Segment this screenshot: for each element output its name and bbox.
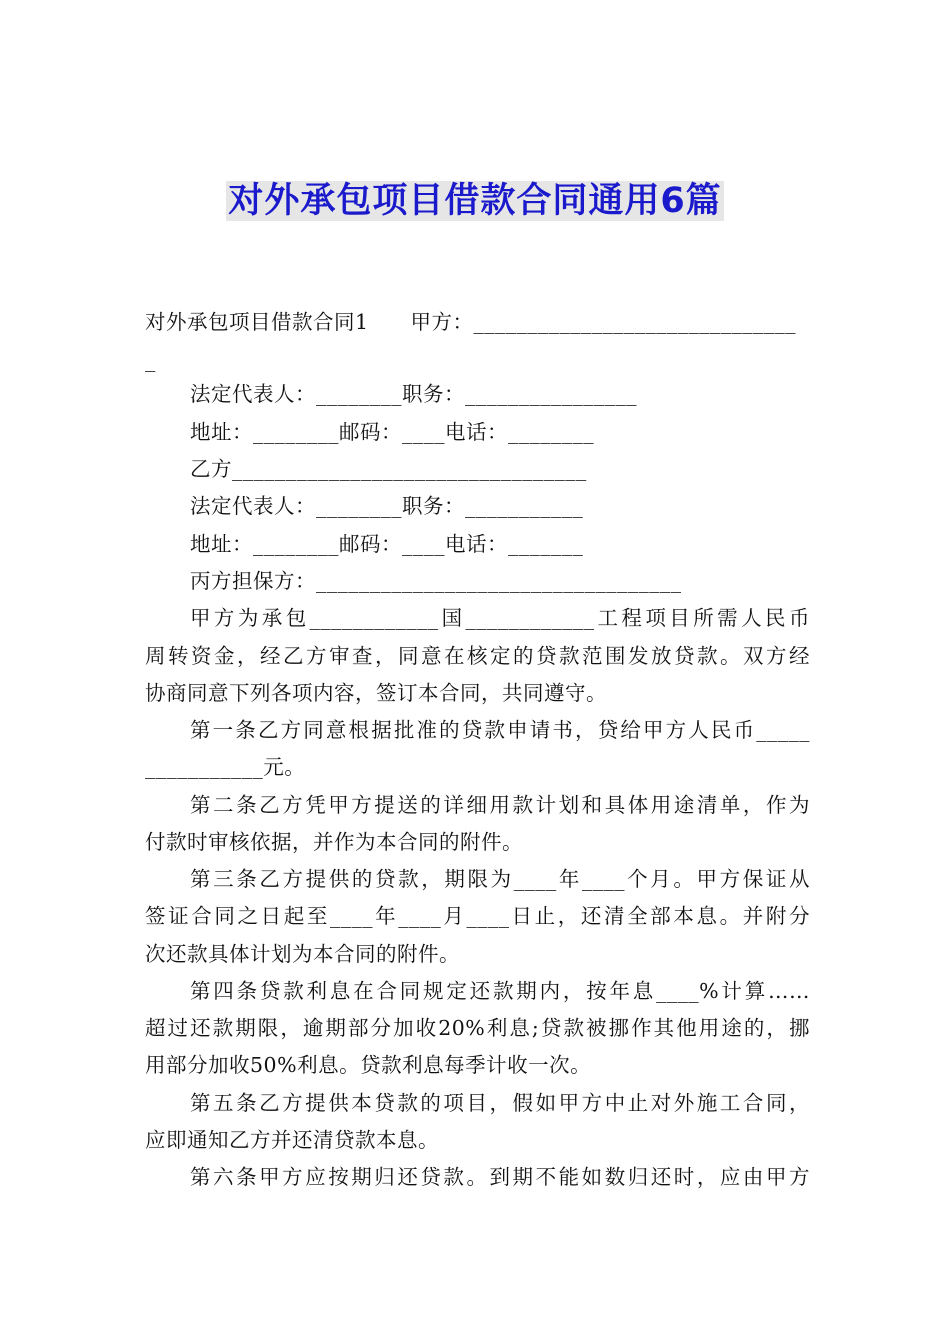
paragraph-line: 第二条乙方凭甲方提送的详细用款计划和具体用途清单，作为 [190,793,810,817]
paragraph-line: 甲方为承包____________国____________工程项目所需人民币 [190,606,810,630]
paragraph-line: 第一条乙方同意根据批准的贷款申请书，贷给甲方人民币_____ [190,718,810,742]
paragraph-line: 第四条贷款利息在合同规定还款期内，按年息____%计算…… [190,979,810,1003]
paragraph-line: 应即通知乙方并还清贷款本息。 [145,1128,439,1152]
paragraph-line: 付款时审核依据，并作为本合同的附件。 [145,830,523,854]
document-title [0,176,950,226]
text-line: 乙方_________________________________ [190,457,587,481]
text-line: 法定代表人：________职务：___________ [190,494,584,518]
paragraph-line: ___________元。 [145,755,306,779]
paragraph-line: 第五条乙方提供本贷款的项目，假如甲方中止对外施工合同， [190,1091,810,1115]
paragraph-line: 第六条甲方应按期归还贷款。到期不能如数归还时，应由甲方 [190,1165,810,1189]
paragraph-line: 签证合同之日起至____年____月____日止，还清全部本息。并附分 [145,904,810,928]
text-line: 地址：________邮码：____电话：_______ [190,532,584,556]
text-line: 法定代表人：________职务：________________ [190,382,637,406]
paragraph-line: 超过还款期限，逾期部分加收20%利息;贷款被挪作其他用途的，挪 [145,1016,810,1040]
paragraph-line: 协商同意下列各项内容，签订本合同，共同遵守。 [145,681,607,705]
paragraph-line: 第三条乙方提供的贷款，期限为____年____个月。甲方保证从 [190,867,810,891]
text-line: 丙方担保方：__________________________________ [190,569,682,593]
text-line: _ [145,348,156,372]
paragraph-line: 周转资金，经乙方审查，同意在核定的贷款范围发放贷款。双方经 [145,644,810,668]
paragraph-line: 次还款具体计划为本合同的附件。 [145,942,460,966]
paragraph-line: 用部分加收50%利息。贷款利息每季计收一次。 [145,1053,592,1077]
document-title-text: 对外承包项目借款合同通用6篇 [228,181,722,221]
text-line: 地址：________邮码：____电话：________ [190,420,594,444]
text-line: 对外承包项目借款合同1 甲方：______________________________ [145,310,797,334]
